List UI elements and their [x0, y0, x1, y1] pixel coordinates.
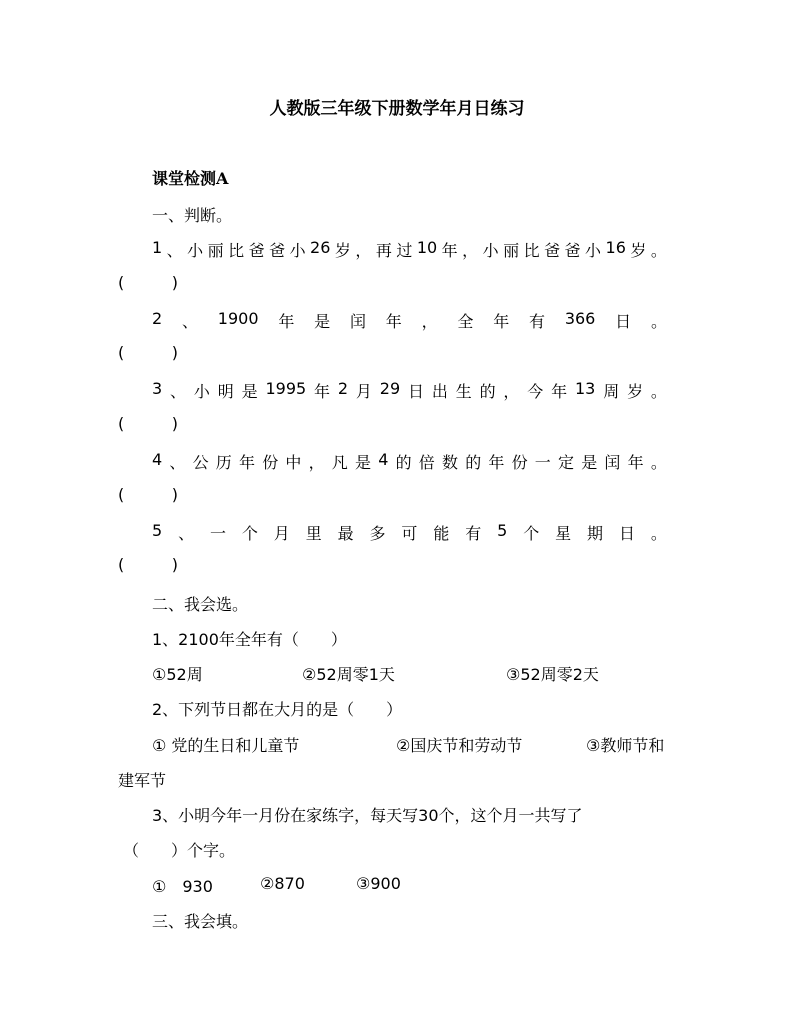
text-token: 年 — [238, 453, 255, 472]
text-token: 小 — [193, 382, 210, 401]
text-token: 生 — [455, 382, 472, 401]
text-token: 。 — [650, 241, 667, 260]
text-token: 日 — [615, 312, 632, 331]
text-token: ， — [503, 382, 520, 401]
bracket-close: ) — [171, 343, 178, 362]
text-token: 4 — [378, 450, 389, 469]
text-token: 年 — [627, 453, 644, 472]
choice-q3-continuation: （ ）个字。 — [123, 841, 236, 860]
judge-item-3 — [152, 379, 667, 402]
text-token: 凡 — [331, 453, 348, 472]
answer-bracket — [118, 485, 178, 504]
text-token: 1900 — [217, 309, 259, 328]
answer-bracket — [118, 343, 178, 362]
text-token: 份 — [511, 453, 528, 472]
text-token: 的 — [479, 382, 496, 401]
text-token: 个 — [241, 524, 258, 543]
text-token: 期 — [587, 524, 604, 543]
text-token: ， — [308, 453, 325, 472]
text-token: 可 — [401, 524, 418, 543]
text-token: 小 — [289, 241, 306, 260]
text-token: 再 — [375, 241, 392, 260]
text-token: 、 — [181, 312, 198, 331]
text-token: 4 — [152, 450, 163, 469]
text-token: 岁 — [627, 382, 644, 401]
page-title: 人教版三年级下册数学年月日练习 — [269, 99, 525, 119]
text-token: 有 — [529, 312, 546, 331]
text-token: 的 — [465, 453, 482, 472]
text-token: 历 — [215, 453, 232, 472]
bracket-open: ( — [118, 273, 125, 292]
text-token: 小 — [585, 241, 602, 260]
choice-q2-continuation: 建军节 — [118, 771, 167, 790]
text-token: 岁 — [334, 241, 351, 260]
part1-heading: 一、判断。 — [152, 206, 233, 225]
text-token: 一 — [534, 453, 551, 472]
text-token: 中 — [285, 453, 302, 472]
text-token: 1995 — [265, 379, 307, 398]
text-token: 能 — [433, 524, 450, 543]
text-token: 爸 — [269, 241, 286, 260]
text-token: 年 — [441, 241, 458, 260]
option-2: ②国庆节和劳动节 — [396, 736, 523, 755]
text-token: ， — [421, 312, 438, 331]
text-token: 过 — [396, 241, 413, 260]
text-token: 星 — [555, 524, 572, 543]
text-token: 26 — [310, 238, 331, 257]
choice-q2-stem: 2、下列节日都在大月的是（ ） — [152, 700, 403, 719]
bracket-close: ) — [171, 485, 178, 504]
text-token: 是 — [355, 453, 372, 472]
text-token: 最 — [337, 524, 354, 543]
bracket-close: ) — [171, 273, 178, 292]
text-token: 年 — [278, 312, 295, 331]
choice-q2-options — [152, 733, 682, 755]
bracket-open: ( — [118, 485, 125, 504]
judge-item-5 — [152, 521, 667, 544]
text-token: 日 — [407, 382, 424, 401]
text-token: 年 — [385, 312, 402, 331]
text-token: 、 — [166, 241, 183, 260]
choice-q3-options — [152, 874, 452, 896]
text-token: 。 — [650, 524, 667, 543]
text-token: 年 — [314, 382, 331, 401]
option-2: ②52周零1天 — [302, 665, 395, 684]
text-token: 全 — [457, 312, 474, 331]
option-3: ③教师节和 — [586, 736, 665, 755]
text-token: 是 — [581, 453, 598, 472]
text-token: 丽 — [503, 241, 520, 260]
text-token: 闰 — [349, 312, 366, 331]
text-token: 3 — [152, 379, 163, 398]
answer-bracket — [118, 273, 178, 292]
text-token: 有 — [465, 524, 482, 543]
text-token: 是 — [241, 382, 258, 401]
judge-item-2 — [152, 309, 667, 332]
text-token: 爸 — [564, 241, 581, 260]
text-token: 月 — [355, 382, 372, 401]
choice-q3-stem: 3、小明今年一月份在家练字，每天写30个，这个月一共写了 — [152, 806, 583, 825]
part3-heading: 三、我会填。 — [152, 912, 249, 931]
text-token: 13 — [575, 379, 596, 398]
text-token: 。 — [650, 382, 667, 401]
section-a-title: 课堂检测A — [152, 169, 229, 188]
text-token: 日 — [618, 524, 635, 543]
text-token: 。 — [650, 453, 667, 472]
text-token: 明 — [217, 382, 234, 401]
text-token: 公 — [192, 453, 209, 472]
text-token: 出 — [431, 382, 448, 401]
text-token: 数 — [441, 453, 458, 472]
bracket-open: ( — [118, 414, 125, 433]
option-1: ①52周 — [152, 665, 203, 684]
bracket-close: ) — [171, 555, 178, 574]
choice-q1-stem: 1、2100年全年有（ ） — [152, 630, 347, 649]
bracket-open: ( — [118, 555, 125, 574]
answer-bracket — [118, 414, 178, 433]
text-token: ， — [355, 241, 372, 260]
text-token: 份 — [262, 453, 279, 472]
text-token: 2 — [337, 379, 349, 398]
text-token: ， — [462, 241, 479, 260]
answer-bracket — [118, 555, 178, 574]
text-token: 年 — [493, 312, 510, 331]
text-token: 5 — [152, 521, 163, 540]
bracket-close: ) — [171, 414, 178, 433]
text-token: 倍 — [418, 453, 435, 472]
judge-item-1 — [152, 238, 667, 261]
option-3: ③52周零2天 — [506, 665, 599, 684]
option-2: ②870 — [260, 874, 305, 893]
text-token: 爸 — [544, 241, 561, 260]
text-token: 今 — [527, 382, 544, 401]
judge-item-4 — [152, 450, 667, 473]
option-3: ③900 — [356, 874, 401, 893]
text-token: 爸 — [248, 241, 265, 260]
text-token: 周 — [603, 382, 620, 401]
text-token: 小 — [187, 241, 204, 260]
text-token: 。 — [650, 312, 667, 331]
text-token: 比 — [228, 241, 245, 260]
text-token: 一 — [209, 524, 226, 543]
text-token: 丽 — [207, 241, 224, 260]
text-token: 、 — [170, 382, 187, 401]
option-1: ① 党的生日和儿童节 — [152, 736, 300, 755]
text-token: 岁 — [630, 241, 647, 260]
text-token: 10 — [416, 238, 438, 257]
choice-q1-options — [152, 662, 672, 684]
text-token: 、 — [169, 453, 186, 472]
text-token: 闰 — [604, 453, 621, 472]
text-token: 5 — [497, 521, 508, 540]
option-1: ① 930 — [152, 877, 213, 896]
text-token: 1 — [152, 238, 163, 257]
text-token: 月 — [273, 524, 290, 543]
text-token: 里 — [305, 524, 322, 543]
text-token: 多 — [369, 524, 386, 543]
text-token: 、 — [178, 524, 195, 543]
text-token: 比 — [523, 241, 540, 260]
text-token: 定 — [558, 453, 575, 472]
text-token: 是 — [314, 312, 331, 331]
text-token: 16 — [605, 238, 626, 257]
text-token: 年 — [488, 453, 505, 472]
text-token: 小 — [482, 241, 499, 260]
text-token: 的 — [395, 453, 412, 472]
text-token: 年 — [551, 382, 568, 401]
text-token: 366 — [564, 309, 596, 328]
part2-heading: 二、我会选。 — [152, 595, 249, 614]
bracket-open: ( — [118, 343, 125, 362]
text-token: 2 — [152, 309, 163, 328]
text-token: 29 — [379, 379, 401, 398]
text-token: 个 — [523, 524, 540, 543]
